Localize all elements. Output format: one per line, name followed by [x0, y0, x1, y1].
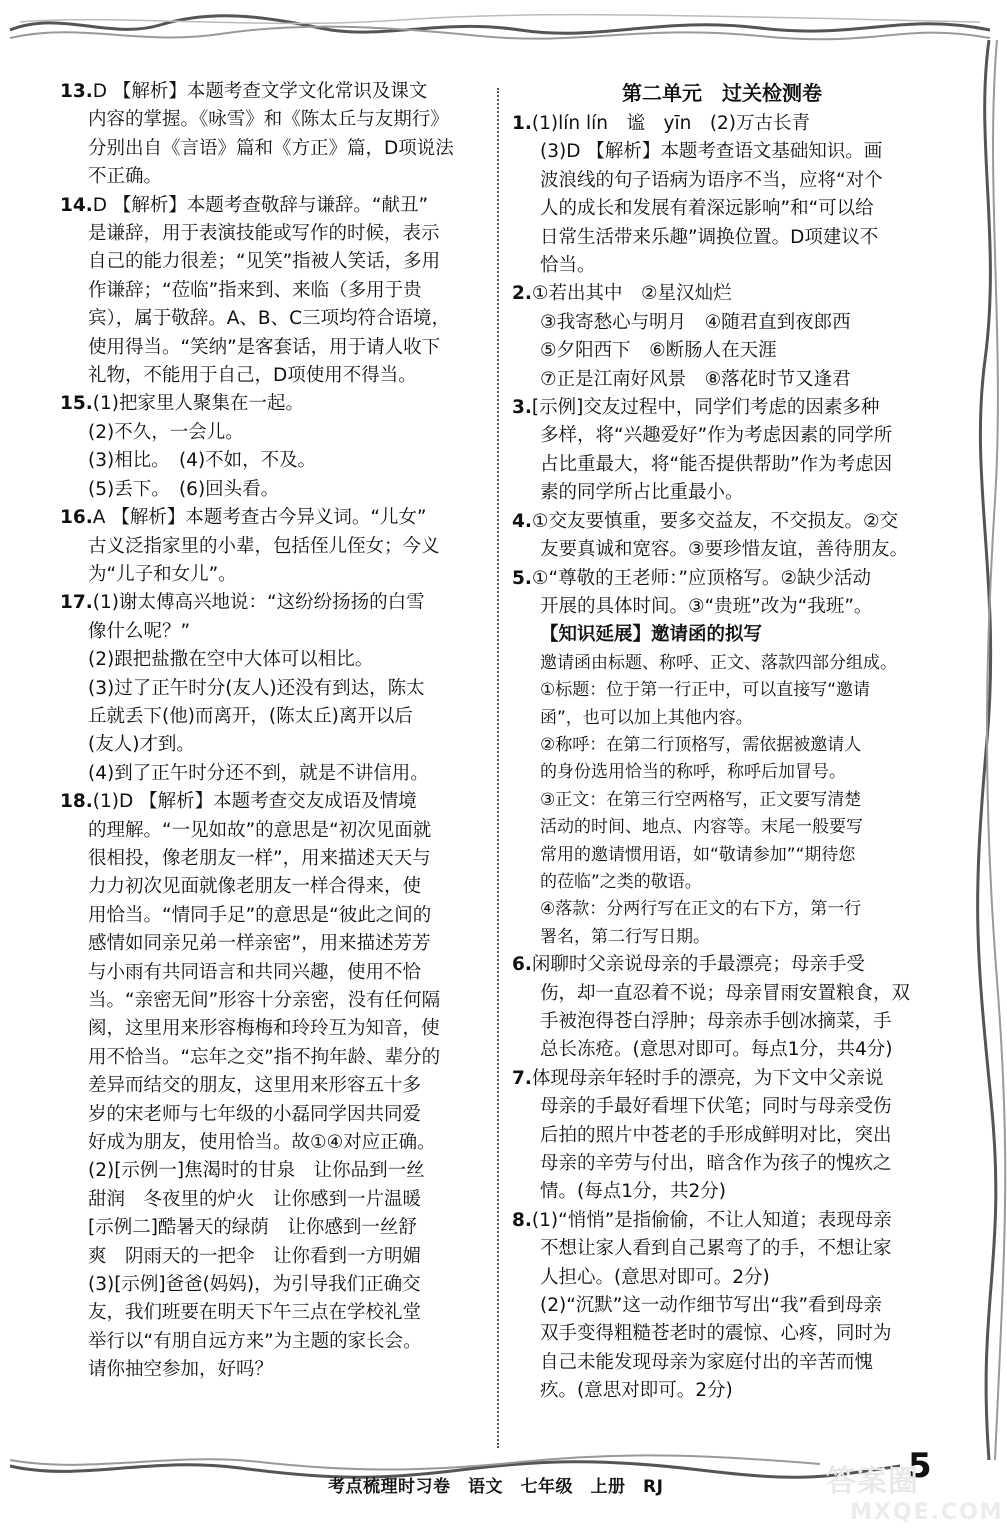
answer-line — [60, 959, 480, 987]
answer-text: 差异而结交的朋友，这里用来形容五十多 — [88, 1075, 422, 1097]
question-number: 5. — [512, 567, 532, 589]
answer-text: D 【解析】本题考查敬辞与谦辞。“献丑” — [92, 194, 429, 216]
answer-line — [60, 135, 480, 163]
answer-line — [60, 1214, 480, 1242]
answer-line — [512, 1150, 932, 1178]
question-number: 15. — [60, 393, 93, 415]
answer-line — [512, 677, 932, 704]
answer-line — [60, 447, 480, 475]
answer-text: 作谦辞；“莅临”指来到、来临（多用于贵 — [88, 279, 422, 301]
answer-line — [512, 1320, 932, 1348]
answer-line — [60, 589, 480, 617]
answer-line — [60, 192, 480, 220]
answer-text: ③正文：在第三行空两格写，正文要写清楚 — [540, 789, 862, 810]
right-column-body — [512, 110, 932, 1406]
answer-line — [60, 533, 480, 561]
answer-text: (2)不久，一会儿。 — [88, 421, 244, 443]
answer-line — [512, 422, 932, 450]
answer-text: (友人)才到。 — [88, 734, 195, 756]
question-number: 18. — [60, 791, 93, 813]
answer-line — [512, 705, 932, 732]
answer-text: (1)lín lín 谧 yīn (2)万古长青 — [531, 113, 811, 134]
watermark-logo: 答案圈 — [826, 1464, 919, 1499]
answer-text: 礼物，不能用于自己，D项使用不得当。 — [88, 365, 417, 387]
answer-line — [512, 759, 932, 786]
answer-text: ②称呼：在第二行顶格写，需依据被邀请人 — [540, 734, 862, 755]
answer-line — [60, 845, 480, 873]
answer-text: 情。(每点1分，共2分) — [540, 1181, 726, 1203]
answer-text: 甜润 冬夜里的炉火 让你感到一片温暖 — [88, 1188, 422, 1210]
answer-text: 的身份选用恰当的称呼，称呼后加冒号。 — [540, 762, 846, 783]
answer-text: 占比重最大，将“能否提供帮助”作为考虑因 — [540, 453, 893, 475]
answer-line — [60, 561, 480, 589]
answer-text: ①标题：位于第一行正中，可以直接写“邀请 — [540, 680, 871, 701]
answer-text: 好成为朋友，使用恰当。故①④对应正确。 — [88, 1132, 436, 1154]
answer-line — [512, 138, 932, 166]
answer-text: (3)相比。 (4)不如，不及。 — [88, 450, 317, 472]
answer-line — [60, 476, 480, 504]
answer-text: (2)“沉默”这一动作细节写出“我”看到母亲 — [540, 1295, 883, 1317]
answer-text: 自己未能发现母亲为家庭付出的辛苦而愧 — [540, 1351, 874, 1373]
answer-line — [60, 788, 480, 816]
column-divider — [497, 88, 499, 1448]
answer-text: 母亲的辛劳与付出，暗含作为孩子的愧疚之 — [540, 1153, 892, 1175]
answer-line — [512, 479, 932, 507]
answer-line — [60, 1186, 480, 1214]
answer-line — [512, 280, 932, 308]
answer-line — [512, 593, 932, 621]
answer-line — [512, 924, 932, 951]
answer-line — [60, 1129, 480, 1157]
answer-line — [60, 646, 480, 674]
answer-text: [示例二]酷暑天的绿荫 让你感到一丝舒 — [88, 1217, 417, 1239]
answer-line — [512, 394, 932, 422]
answer-text: D 【解析】本题考查文学文化常识及课文 — [92, 81, 428, 102]
answer-text: 活动的时间、地点、内容等。末尾一般要写 — [540, 817, 863, 838]
answer-text: (2)跟把盐撒在空中大体可以相比。 — [88, 649, 374, 671]
answer-text: ④落款：分两行写在正文的右下方，第一行 — [540, 899, 862, 920]
answer-line — [512, 1093, 932, 1121]
answer-text: 双手变得粗糙苍老时的震惊、心疼，同时为 — [540, 1323, 892, 1345]
answer-line — [512, 1122, 932, 1150]
answer-line — [60, 1328, 480, 1356]
answer-text: 后拍的照片中苍老的手形成鲜明对比，突出 — [540, 1124, 892, 1146]
answer-text: (3)D 【解析】本题考查语文基础知识。画 — [540, 141, 883, 163]
answer-line — [512, 650, 932, 677]
answer-line — [60, 362, 480, 390]
answer-text: 分别出自《言语》篇和《方正》篇，D项说法 — [88, 137, 454, 159]
answer-line — [512, 337, 932, 365]
answer-text: 的莅临”之类的敬语。 — [540, 871, 702, 892]
question-number: 6. — [512, 954, 532, 976]
answer-line — [512, 869, 932, 896]
question-number: 7. — [512, 1067, 532, 1089]
answer-text: 为“儿子和女儿”。 — [88, 563, 237, 585]
answer-line — [512, 1178, 932, 1206]
answer-text: ③我寄愁心与明月 ④随君直到夜郎西 — [540, 311, 851, 333]
answer-line — [60, 902, 480, 930]
answer-text: (5)丢下。 (6)回头看。 — [88, 478, 280, 500]
answer-text: 人担心。(意思对即可。2分) — [540, 1266, 770, 1288]
answer-line — [60, 760, 480, 788]
answer-line — [512, 309, 932, 337]
answer-line — [512, 980, 932, 1008]
answer-text: 用恰当。“情同手足”的意思是“彼此之间的 — [88, 904, 432, 926]
answer-line — [512, 732, 932, 759]
answer-line — [60, 334, 480, 362]
decorative-top-border — [0, 0, 1007, 50]
answer-line — [512, 167, 932, 195]
answer-line — [60, 1044, 480, 1072]
answer-line — [512, 814, 932, 841]
answer-line — [60, 987, 480, 1015]
answer-line — [512, 951, 932, 979]
answer-text: 用不恰当。“忘年之交”指不拘年龄、辈分的 — [88, 1046, 441, 1068]
section-title: 第二单元 过关检测卷 — [622, 81, 822, 105]
answer-line — [60, 1299, 480, 1327]
answer-text: (1)把家里人聚集在一起。 — [92, 393, 304, 415]
answer-line — [512, 1349, 932, 1377]
question-number: 17. — [60, 592, 93, 614]
question-number: 2. — [512, 283, 532, 305]
answer-text: 母亲的手最好看埋下伏笔；同时与母亲受伤 — [540, 1096, 892, 1118]
answer-text: 手被泡得苍白浮肿；母亲赤手刨冰摘菜，手 — [540, 1011, 892, 1032]
answer-line — [60, 731, 480, 759]
answer-line — [512, 621, 932, 649]
decorative-right-border — [967, 40, 1007, 1460]
answer-text: 邀请函由标题、称呼、正文、落款四部分组成。 — [540, 652, 897, 673]
answer-line — [512, 896, 932, 923]
answer-line — [60, 1015, 480, 1043]
answer-line — [60, 78, 480, 106]
answer-text: 内容的掌握。《咏雪》和《陈太丘与友期行》 — [88, 109, 449, 131]
answer-line — [512, 1377, 932, 1405]
answer-text: 阂，这里用来形容梅梅和玲玲互为知音，使 — [88, 1018, 440, 1040]
question-number: 16. — [60, 507, 93, 529]
answer-line — [60, 277, 480, 305]
answer-text: 闲聊时父亲说母亲的手最漂亮；母亲手受 — [531, 954, 865, 976]
answer-text: 自己的能力很差；“见笑”指被人笑话，多用 — [88, 251, 441, 273]
answer-text: 与小雨有共同语言和共同兴趣，使用不恰 — [88, 961, 422, 983]
answer-text: 开展的具体时间。③“贵班”改为“我班”。 — [540, 595, 873, 617]
answer-line — [512, 110, 932, 138]
answer-line — [512, 1065, 932, 1093]
answer-line — [60, 1072, 480, 1100]
answer-text: 【知识延展】邀请函的拟写 — [540, 624, 763, 646]
question-number: 14. — [60, 194, 93, 216]
answer-text: 很相投，像老朋友一样”，用来描述天天与 — [88, 847, 431, 869]
answer-text: 是谦辞，用于表演技能或写作的时候，表示 — [88, 223, 440, 245]
answer-text: (2)[示例一]焦渴时的甘泉 让你品到一丝 — [88, 1160, 425, 1182]
answer-line — [60, 873, 480, 901]
answer-text: 函”，也可以加上其他内容。 — [540, 707, 753, 728]
answer-line — [60, 305, 480, 333]
answer-text: 不想让家人看到自己累弯了的手，不想让家 — [540, 1238, 892, 1260]
answer-text: 丘就丢下(他)而离开，(陈太丘)离开以后 — [88, 705, 413, 727]
answer-line — [512, 508, 932, 536]
answer-line — [512, 224, 932, 252]
answer-line — [512, 1207, 932, 1235]
answer-line — [60, 504, 480, 532]
question-number: 8. — [512, 1209, 532, 1231]
question-number: 1. — [512, 113, 532, 134]
answer-line — [512, 1235, 932, 1263]
answer-line — [60, 930, 480, 958]
answer-text: ①“尊敬的王老师：”应顶格写。②缺少活动 — [531, 567, 871, 589]
answer-text: 当。“亲密无间”形容十分亲密，没有任何隔 — [88, 990, 441, 1011]
left-column — [60, 78, 480, 1385]
answer-line — [60, 703, 480, 731]
answer-line — [60, 163, 480, 191]
page-number: 5 — [908, 1446, 932, 1486]
answer-text: 常用的邀请惯用语，如“敬请参加”“期待您 — [540, 844, 856, 865]
answer-line — [60, 1243, 480, 1271]
answer-text: 伤，却一直忍着不说；母亲冒雨安置粮食，双 — [540, 982, 911, 1004]
question-number: 4. — [512, 510, 532, 532]
answer-text: A 【解析】本题考查古今异义词。“儿女” — [92, 507, 427, 529]
answer-text: 的理解。“一见如故”的意思是“初次见面就 — [88, 819, 432, 841]
answer-text: ⑦正是江南好风景 ⑧落花时节又逢君 — [540, 368, 851, 390]
answer-text: 体现母亲年轻时手的漂亮，为下文中父亲说 — [531, 1067, 884, 1089]
answer-text: 人的成长和发展有着深远影响”和“可以给 — [540, 198, 874, 220]
question-number: 3. — [512, 397, 532, 419]
answer-line — [512, 1036, 932, 1064]
answer-text: 疚。(意思对即可。2分) — [540, 1380, 733, 1402]
answer-text: 素的同学所占比重最小。 — [540, 482, 744, 504]
answer-line — [512, 195, 932, 223]
answer-text: (3)[示例]爸爸(妈妈)，为引导我们正确交 — [88, 1274, 421, 1296]
page-footer: 考点梳理时习卷 语文 七年级 上册 RJ — [328, 1477, 664, 1497]
answer-line — [512, 1008, 932, 1036]
answer-text: (4)到了正午时分还不到，就是不讲信用。 — [88, 762, 429, 784]
answer-line — [60, 390, 480, 418]
answer-text: 不正确。 — [88, 166, 163, 188]
answer-text: 波浪线的句子语病为语序不当，应将“对个 — [540, 169, 883, 191]
answer-line — [512, 252, 932, 280]
answer-line — [512, 565, 932, 593]
answer-line — [60, 675, 480, 703]
answer-line — [60, 618, 480, 646]
answer-line — [60, 1157, 480, 1185]
answer-text: ①若出其中 ②星汉灿烂 — [531, 283, 732, 305]
answer-text: ①交友要慎重，要多交益友，不交损友。②交 — [531, 510, 899, 532]
answer-line — [60, 419, 480, 447]
answer-text: (1)“悄悄”是指偷偷，不让人知道；表现母亲 — [531, 1209, 892, 1231]
answer-text: 像什么呢？” — [88, 620, 191, 642]
answer-line — [60, 1271, 480, 1299]
answer-line — [60, 1101, 480, 1129]
answer-line — [512, 451, 932, 479]
answer-text: 爽 阴雨天的一把伞 让你看到一方明媚 — [88, 1245, 422, 1267]
answer-text: 使用得当。“笑纳”是客套话，用于请人收下 — [88, 336, 441, 358]
answer-line — [60, 817, 480, 845]
answer-text: 举行以“有朋自远方来”为主题的家长会。 — [88, 1330, 422, 1352]
question-number: 13. — [60, 81, 93, 102]
answer-text: 友，我们班要在明天下午三点在学校礼堂 — [88, 1302, 422, 1324]
answer-text: 宾），属于敬辞。A、B、C三项均符合语境， — [88, 308, 451, 330]
answer-text: 友要真诚和宽容。③要珍惜友谊，善待朋友。 — [540, 539, 909, 561]
answer-text: (3)过了正午时分(友人)还没有到达，陈太 — [88, 677, 425, 699]
answer-line — [60, 1356, 480, 1384]
answer-text: 总长冻疮。(意思对即可。每点1分，共4分) — [540, 1039, 893, 1061]
answer-text: (1)D 【解析】本题考查交友成语及情境 — [92, 791, 417, 813]
answer-text: ⑤夕阳西下 ⑥断肠人在天涯 — [540, 340, 777, 362]
answer-text: (1)谢太傅高兴地说：“这纷纷扬扬的白雪 — [92, 592, 425, 614]
answer-line — [512, 1292, 932, 1320]
watermark-url: MXQE.COM — [850, 1500, 1004, 1525]
answer-line — [512, 366, 932, 394]
answer-line — [60, 220, 480, 248]
answer-text: 请你抽空参加，好吗？ — [88, 1359, 274, 1381]
answer-text: 感情如同亲兄弟一样亲密”，用来描述芳芳 — [88, 933, 431, 955]
answer-text: 署名，第二行写日期。 — [540, 926, 710, 947]
answer-text: 力力初次见面就像老朋友一样合得来，使 — [88, 876, 422, 898]
answer-text: 日常生活带来乐趣”调换位置。D项建议不 — [540, 226, 879, 248]
answer-text: 岁的宋老师与七年级的小磊同学因共同爱 — [88, 1103, 422, 1125]
answer-line — [512, 536, 932, 564]
answer-text: 恰当。 — [540, 255, 596, 277]
answer-line — [512, 1264, 932, 1292]
answer-line — [512, 842, 932, 869]
answer-line — [512, 787, 932, 814]
answer-line — [60, 106, 480, 134]
answer-line — [60, 248, 480, 276]
right-column — [512, 78, 932, 1406]
answer-text: 古义泛指家里的小辈，包括侄儿侄女；今义 — [88, 535, 440, 557]
answer-text: [示例]交友过程中，同学们考虑的因素多种 — [531, 397, 880, 419]
answer-text: 多样，将“兴趣爱好”作为考虑因素的同学所 — [540, 425, 893, 447]
